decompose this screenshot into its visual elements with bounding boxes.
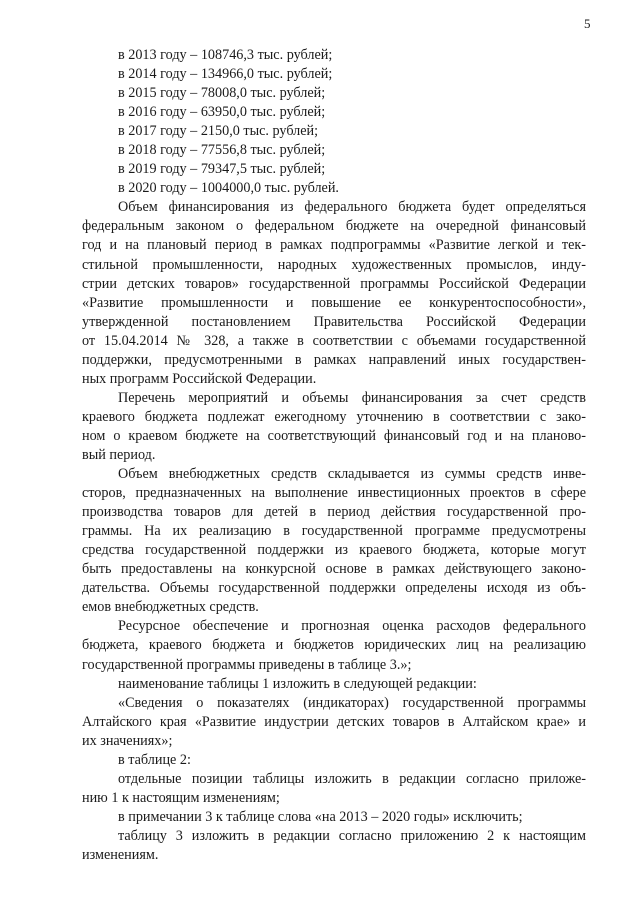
paragraph-line: граммы. На их реализацию в государственной программе предусмотрены (82, 523, 586, 540)
paragraph-line: стильной промышленности, народных художественных промыслов, инду- (82, 256, 586, 273)
paragraph-line: емов внебюджетных средств. (82, 599, 259, 616)
paragraph-line: ном о краевом бюджете на соответствующий финансовый год и на планово- (82, 427, 586, 444)
paragraph-federal-funding (82, 198, 586, 388)
paragraph-line: дательства. Объемы государственной поддержки определены исходя из объ- (82, 580, 586, 597)
paragraph-regional-budget (82, 389, 586, 465)
paragraph-line: поддержки, предусмотренными в рамках направлений иных государствен- (82, 351, 586, 368)
paragraph-line: отдельные позиции таблицы изложить в редакции согласно приложе- (118, 770, 586, 787)
paragraph-line: от 15.04.2014 № 328, а также в соответствии с объемами государственной (82, 332, 586, 349)
paragraph-note3 (82, 808, 586, 827)
document-body (82, 46, 586, 865)
paragraph-line: нию 1 к настоящим изменениям; (82, 789, 280, 806)
paragraph-table1-title (82, 694, 586, 751)
paragraph-line: наименование таблицы 1 изложить в следующей редакции: (118, 675, 477, 692)
funding-year-item: в 2017 году – 2150,0 тыс. рублей; (118, 123, 319, 140)
paragraph-line: Объем финансирования из федерального бюджета будет определяться (118, 199, 586, 216)
paragraph-line: Объем внебюджетных средств складывается из суммы средств инве- (118, 466, 586, 483)
funding-year-item: в 2016 году – 63950,0 тыс. рублей; (118, 104, 326, 121)
paragraph-line: федеральным законом о федеральном бюджете на очередной финансовый (82, 218, 586, 235)
paragraph-line: быть предоставлены на конкурсной основе в рамках действующего законо- (82, 561, 586, 578)
paragraph-line: Ресурсное обеспечение и прогнозная оценка расходов федерального (118, 618, 586, 635)
paragraph-table3 (82, 827, 586, 865)
paragraph-table1-name (82, 675, 586, 694)
paragraph-line: год и на плановый период в рамках подпрограммы «Развитие легкой и тек- (82, 237, 586, 254)
paragraph-line: сторов, предназначенных на выполнение инвестиционных проектов в сфере (82, 485, 586, 502)
page-number: 5 (584, 16, 591, 31)
paragraph-line: вый период. (82, 446, 156, 463)
funding-year-item: в 2013 году – 108746,3 тыс. рублей; (118, 47, 333, 63)
funding-year-item: в 2019 году – 79347,5 тыс. рублей; (118, 161, 326, 178)
paragraph-table2-positions (82, 770, 586, 808)
paragraph-line: краевого бюджета подлежат ежегодному уточнению в соответствии с зако- (82, 408, 586, 425)
paragraph-line: «Сведения о показателях (индикаторах) государственной программы (118, 694, 586, 711)
paragraph-resource-support (82, 617, 586, 674)
paragraph-line: ных программ Российской Федерации. (82, 370, 317, 387)
funding-year-item: в 2015 году – 78008,0 тыс. рублей; (118, 85, 326, 102)
paragraph-line: средства государственной поддержки из краевого бюджета, которые могут (82, 542, 586, 559)
paragraph-line: в примечании 3 к таблице слова «на 2013 – 2020 годы» исключить; (118, 808, 523, 825)
funding-year-item: в 2014 году – 134966,0 тыс. рублей; (118, 66, 333, 83)
paragraph-line: Алтайского края «Развитие индустрии детских товаров в Алтайском крае» и (82, 713, 586, 730)
paragraph-line: стрии детских товаров» государственной программы Российской Федерации (82, 275, 586, 292)
paragraph-line: утвержденной постановлением Правительства Российской Федерации (82, 313, 586, 330)
paragraph-line: государственной программы приведены в таблице 3.»; (82, 656, 412, 673)
paragraph-line: изменениям. (82, 846, 159, 863)
paragraph-extrabudgetary (82, 465, 586, 617)
paragraph-line: Перечень мероприятий и объемы финансирования за счет средств (118, 389, 586, 406)
paragraph-line: в таблице 2: (118, 751, 191, 768)
paragraph-line: производства товаров для детей в период действия государственной про- (82, 504, 586, 521)
paragraph-line: их значениях»; (82, 732, 173, 749)
paragraph-table2 (82, 751, 586, 770)
funding-year-item: в 2020 году – 1004000,0 тыс. рублей. (118, 180, 339, 197)
funding-year-item: в 2018 году – 77556,8 тыс. рублей; (118, 142, 326, 159)
paragraph-line: бюджета, краевого бюджета и бюджетов юридических лиц на реализацию (82, 637, 586, 654)
funding-year-list (82, 46, 586, 198)
paragraph-line: таблицу 3 изложить в редакции согласно приложению 2 к настоящим (118, 827, 586, 844)
paragraph-line: «Развитие промышленности и повышение ее конкурентоспособности», (82, 294, 586, 311)
